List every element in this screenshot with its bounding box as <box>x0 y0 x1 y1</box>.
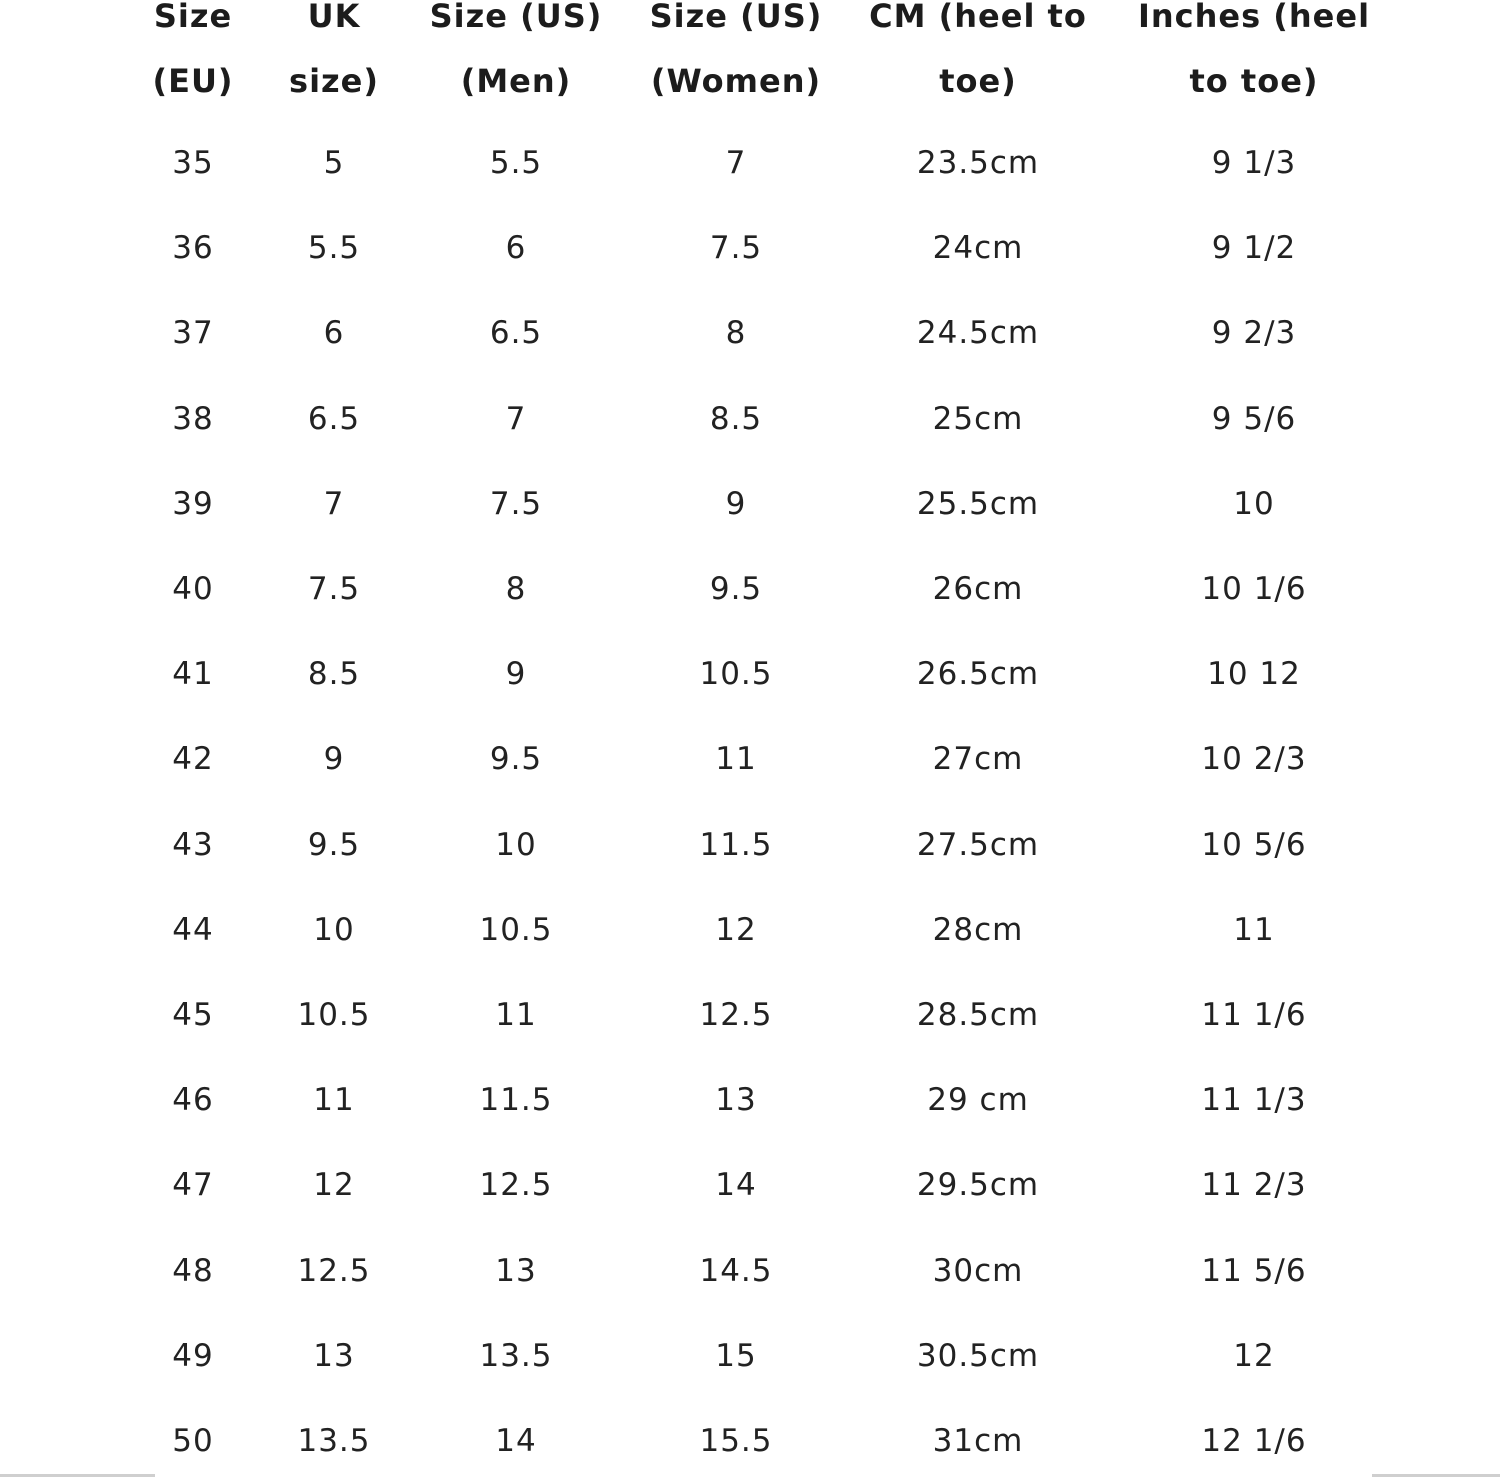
cell-us_men: 10 <box>495 827 537 863</box>
cell-eu: 44 <box>172 912 214 948</box>
header-eu-line2: (EU) <box>152 62 234 100</box>
cell-us_men: 12.5 <box>479 1167 553 1203</box>
cell-uk: 6.5 <box>307 401 361 437</box>
cell-eu: 40 <box>172 571 214 607</box>
cell-uk: 7.5 <box>307 571 361 607</box>
cell-cm: 31cm <box>932 1423 1024 1459</box>
cell-us_men: 6 <box>505 230 527 266</box>
header-us_men-line2: (Men) <box>460 62 572 100</box>
cell-us_women: 15 <box>715 1338 757 1374</box>
cell-inches: 11 1/3 <box>1201 1082 1307 1118</box>
header-us_men-line1: Size (US) <box>429 0 603 35</box>
cell-us_men: 10.5 <box>479 912 553 948</box>
cell-inches: 9 1/3 <box>1211 145 1297 181</box>
cell-eu: 43 <box>172 827 214 863</box>
cell-us_women: 8 <box>725 315 747 351</box>
cell-uk: 8.5 <box>307 656 361 692</box>
cell-eu: 36 <box>172 230 214 266</box>
header-us_women-line2: (Women) <box>650 62 822 100</box>
cell-eu: 48 <box>172 1253 214 1289</box>
bottom-rule-right <box>1372 1474 1500 1477</box>
cell-inches: 9 1/2 <box>1211 230 1297 266</box>
cell-us_women: 14 <box>715 1167 757 1203</box>
cell-eu: 42 <box>172 741 214 777</box>
cell-us_men: 13.5 <box>479 1338 553 1374</box>
header-cm-line1: CM (heel to <box>869 0 1087 35</box>
cell-inches: 12 1/6 <box>1201 1423 1307 1459</box>
cell-eu: 39 <box>172 486 214 522</box>
cell-us_women: 7 <box>725 145 747 181</box>
cell-us_women: 7.5 <box>709 230 763 266</box>
cell-cm: 24cm <box>932 230 1024 266</box>
cell-us_men: 14 <box>495 1423 537 1459</box>
cell-us_men: 6.5 <box>489 315 543 351</box>
cell-us_women: 11.5 <box>699 827 773 863</box>
header-inches-line1: Inches (heel <box>1137 0 1371 35</box>
cell-inches: 11 5/6 <box>1201 1253 1307 1289</box>
cell-cm: 25.5cm <box>916 486 1040 522</box>
cell-cm: 24.5cm <box>916 315 1040 351</box>
cell-cm: 29 cm <box>927 1082 1029 1118</box>
cell-us_women: 13 <box>715 1082 757 1118</box>
cell-inches: 9 2/3 <box>1211 315 1297 351</box>
cell-us_men: 9 <box>505 656 527 692</box>
cell-eu: 37 <box>172 315 214 351</box>
cell-cm: 25cm <box>932 401 1024 437</box>
cell-us_women: 14.5 <box>699 1253 773 1289</box>
cell-uk: 7 <box>323 486 345 522</box>
cell-uk: 5.5 <box>307 230 361 266</box>
cell-us_men: 8 <box>505 571 527 607</box>
cell-us_men: 7.5 <box>489 486 543 522</box>
cell-cm: 29.5cm <box>916 1167 1040 1203</box>
cell-inches: 9 5/6 <box>1211 401 1297 437</box>
header-inches-line2: to toe) <box>1189 62 1319 100</box>
cell-us_men: 11 <box>495 997 537 1033</box>
cell-eu: 50 <box>172 1423 214 1459</box>
cell-cm: 28cm <box>932 912 1024 948</box>
cell-uk: 9 <box>323 741 345 777</box>
cell-inches: 10 12 <box>1207 656 1301 692</box>
cell-uk: 13.5 <box>297 1423 371 1459</box>
cell-inches: 11 <box>1233 912 1275 948</box>
cell-uk: 9.5 <box>307 827 361 863</box>
cell-uk: 6 <box>323 315 345 351</box>
cell-us_men: 7 <box>505 401 527 437</box>
cell-cm: 27.5cm <box>916 827 1040 863</box>
cell-cm: 27cm <box>932 741 1024 777</box>
cell-inches: 12 <box>1233 1338 1275 1374</box>
header-uk-line2: size) <box>289 62 379 100</box>
cell-cm: 23.5cm <box>916 145 1040 181</box>
cell-us_women: 9.5 <box>709 571 763 607</box>
header-eu-line1: Size <box>153 0 233 35</box>
cell-us_women: 11 <box>715 741 757 777</box>
cell-eu: 49 <box>172 1338 214 1374</box>
cell-cm: 30cm <box>932 1253 1024 1289</box>
bottom-rule-left <box>0 1474 155 1477</box>
cell-uk: 5 <box>323 145 345 181</box>
cell-us_men: 11.5 <box>479 1082 553 1118</box>
cell-us_women: 15.5 <box>699 1423 773 1459</box>
cell-inches: 11 2/3 <box>1201 1167 1307 1203</box>
cell-eu: 38 <box>172 401 214 437</box>
cell-us_women: 10.5 <box>699 656 773 692</box>
cell-cm: 28.5cm <box>916 997 1040 1033</box>
cell-us_women: 9 <box>725 486 747 522</box>
cell-us_women: 8.5 <box>709 401 763 437</box>
cell-us_men: 9.5 <box>489 741 543 777</box>
cell-inches: 10 5/6 <box>1201 827 1307 863</box>
cell-inches: 10 <box>1233 486 1275 522</box>
header-us_women-line1: Size (US) <box>649 0 823 35</box>
cell-inches: 10 1/6 <box>1201 571 1307 607</box>
cell-eu: 35 <box>172 145 214 181</box>
cell-us_men: 13 <box>495 1253 537 1289</box>
cell-uk: 11 <box>313 1082 355 1118</box>
cell-uk: 10 <box>313 912 355 948</box>
cell-uk: 10.5 <box>297 997 371 1033</box>
cell-uk: 13 <box>313 1338 355 1374</box>
cell-uk: 12.5 <box>297 1253 371 1289</box>
cell-eu: 45 <box>172 997 214 1033</box>
cell-eu: 41 <box>172 656 214 692</box>
cell-us_women: 12.5 <box>699 997 773 1033</box>
header-cm-line2: toe) <box>939 62 1017 100</box>
cell-us_women: 12 <box>715 912 757 948</box>
cell-inches: 11 1/6 <box>1201 997 1307 1033</box>
cell-eu: 46 <box>172 1082 214 1118</box>
cell-uk: 12 <box>313 1167 355 1203</box>
cell-inches: 10 2/3 <box>1201 741 1307 777</box>
header-uk-line1: UK <box>307 0 361 35</box>
cell-eu: 47 <box>172 1167 214 1203</box>
cell-cm: 26.5cm <box>916 656 1040 692</box>
cell-cm: 30.5cm <box>916 1338 1040 1374</box>
cell-us_men: 5.5 <box>489 145 543 181</box>
cell-cm: 26cm <box>932 571 1024 607</box>
